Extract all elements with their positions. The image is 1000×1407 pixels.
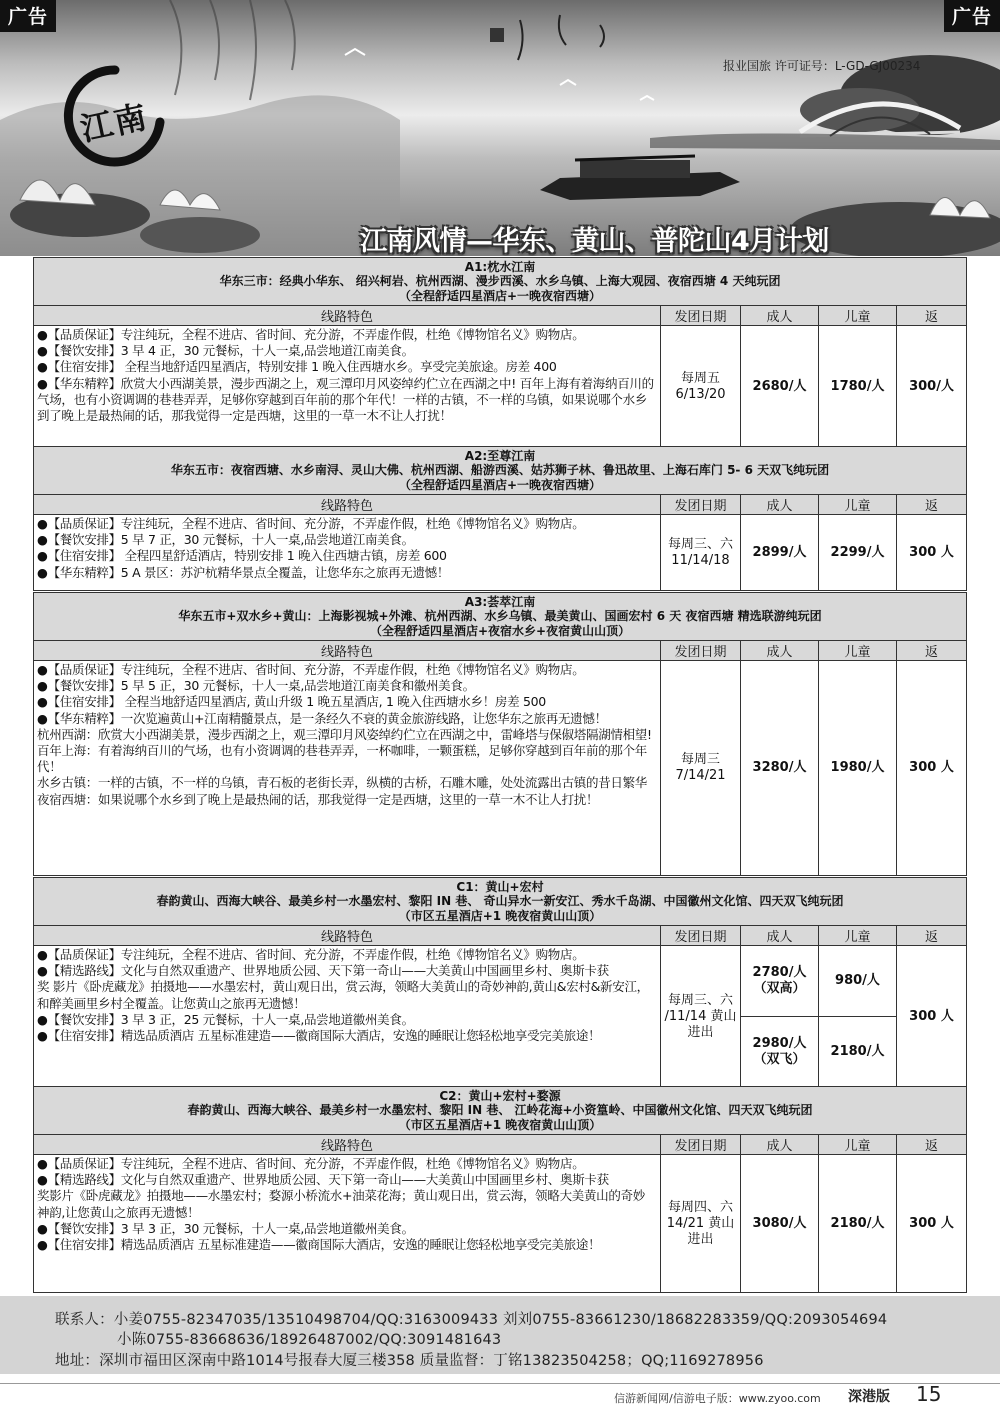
col-adult: 成人	[741, 495, 819, 515]
child-price: 1980/人	[819, 661, 897, 876]
route-title: 春韵黄山、西海大峡谷、最美乡村一水墨宏村、黎阳 IN 巷、 江岭花海+小资篁岭、中国徽州文化馆、四天双飞纯玩团	[187, 1103, 813, 1118]
rebate: 300 人	[897, 946, 967, 1088]
rebate: 300 人	[897, 515, 967, 591]
col-features: 线路特色	[34, 641, 661, 661]
adult-price-high-speed: 2780/人（双高）	[741, 946, 819, 1017]
route-code: A2:至尊江南	[464, 448, 536, 463]
col-date: 发团日期	[661, 926, 741, 946]
col-date: 发团日期	[661, 495, 741, 515]
feature-item: ●【住宿安排】 全程四星舒适酒店，特别安排 1 晚入住西塘古镇，房差 600	[37, 548, 447, 564]
feature-item: ●【住宿安排】 全程当地舒适四星酒店，特别安排 1 晚入住西塘水乡。享受完美旅途。房差 400	[37, 359, 557, 375]
route-hotel: （市区五星酒店+1 晚夜宿黄山山顶）	[398, 908, 602, 923]
features-cell	[34, 1155, 661, 1293]
col-child: 儿童	[819, 926, 897, 946]
features-cell	[34, 326, 661, 448]
col-date: 发团日期	[661, 306, 741, 326]
feature-item: ●【餐饮安排】3 早 3 正，30 元餐标，十人一桌,品尝地道徽州美食。	[37, 1220, 414, 1236]
page-headline: 江南风情—华东、黄山、普陀山4月计划	[360, 226, 829, 256]
features-cell	[34, 661, 661, 876]
route-section-a3	[33, 592, 966, 876]
col-date: 发团日期	[661, 1135, 741, 1155]
route-hotel: （全程舒适四星酒店+夜宿水乡+夜宿黄山山顶）	[369, 623, 631, 638]
adult-price: 3280/人	[741, 661, 819, 876]
feature-item: ●【餐饮安排】5 早 7 正，30 元餐标，十人一桌,品尝地道江南美食。	[37, 532, 414, 548]
website-credit: 信游新闻网/信游电子版：www.zyoo.com	[614, 1392, 821, 1405]
route-code: A3:荟萃江南	[464, 594, 536, 609]
route-code: C1：黄山+宏村	[456, 879, 544, 894]
col-child: 儿童	[819, 306, 897, 326]
features-cell	[34, 946, 661, 1088]
feature-item: ●【华东精粹】一次览遍黄山+江南精髓景点，是一条经久不衰的黄金旅游线路，让您华东之旅再无遗憾！	[37, 710, 607, 726]
feature-item: ●【品质保证】专注纯玩，全程不进店、省时间、充分游，不弄虚作假，杜绝《博物馆名义》购物店。	[37, 1156, 585, 1171]
feature-item: ●【华东精粹】欣赏大小西湖美景，漫步西湖之上，观三潭印月风姿绰约伫立在西湖之中! 百年上海有着海纳百川的气场，也有小资调调的巷巷弄弄，足够你穿越到百年前的那个年代！一样的古镇，不一样的乌镇，如果说哪个水乡到了晚上是最热闹的话，那我觉得一定是西塘，这里的一草一木不让人打扰！	[37, 375, 654, 424]
child-price: 2299/人	[819, 515, 897, 591]
feature-item: 百年上海：有着海纳百川的气场，也有小资调调的巷巷弄弄，一杯咖啡，一颗蛋糕，足够你穿越到百年前的那个年代！	[37, 743, 648, 775]
departure-date: 每周四、六 14/21 黄山进出	[661, 1155, 741, 1293]
child-price-flight: 2180/人	[819, 1017, 897, 1088]
feature-item: ●【精选路线】文化与自然双重遗产、世界地质公园、天下第一奇山——大美黄山中国画里乡村、奥斯卡获	[37, 963, 609, 979]
route-section-a1	[33, 257, 966, 448]
route-section-c1	[33, 877, 966, 1088]
feature-item: ●【品质保证】专注纯玩，全程不进店、省时间、充分游，不弄虚作假，杜绝《博物馆名义》购物店。	[37, 327, 585, 342]
route-code: A1:枕水江南	[464, 259, 536, 274]
route-title: 华东五市：夜宿西塘、水乡南浔、灵山大佛、杭州西湖、船游西溪、姑苏狮子林、鲁迅故里、上海石库门 5- 6 天双飞纯玩团	[170, 463, 830, 478]
rebate: 300 人	[897, 1155, 967, 1293]
page-number: 15	[916, 1382, 942, 1406]
feature-item: ●【住宿安排】精选品质酒店 五星标准建造——徽商国际大酒店，安逸的睡眠让您轻松地享受完美旅途！	[37, 1237, 601, 1253]
departure-date: 每周三、六 11/14/18	[661, 515, 741, 591]
feature-item: 杭州西湖：欣赏大小西湖美景，漫步西湖之上，观三潭印月风姿绰约伫立在西湖之中，雷峰塔与保俶塔隔湖情相望!	[37, 726, 652, 742]
col-adult: 成人	[741, 641, 819, 661]
route-title: 春韵黄山、西海大峡谷、最美乡村一水墨宏村、黎阳 IN 巷、 奇山异水一新安江、秀水千岛湖、中国徽州文化馆、四天双飞纯玩团	[156, 894, 844, 909]
child-price: 1780/人	[819, 326, 897, 448]
license-number: 报业国旅 许可证号：L-GD-GJ00234	[723, 59, 921, 73]
logo-text: 江南	[77, 97, 152, 149]
col-rebate: 返	[897, 495, 967, 515]
col-rebate: 返	[897, 306, 967, 326]
col-features: 线路特色	[34, 1135, 661, 1155]
contact-line-2: 小陈0755-83668636/18926487002/QQ:3091481643	[117, 1332, 502, 1348]
col-features: 线路特色	[34, 926, 661, 946]
child-price-high-speed: 980/人	[819, 946, 897, 1017]
col-date: 发团日期	[661, 641, 741, 661]
features-cell	[34, 515, 661, 591]
route-hotel: （全程舒适四星酒店+一晚夜宿西塘）	[398, 288, 602, 303]
contact-footer	[0, 1296, 1000, 1374]
rebate: 300 人	[897, 661, 967, 876]
col-child: 儿童	[819, 641, 897, 661]
col-adult: 成人	[741, 1135, 819, 1155]
col-child: 儿童	[819, 495, 897, 515]
col-adult: 成人	[741, 926, 819, 946]
col-adult: 成人	[741, 306, 819, 326]
feature-item: 水乡古镇：一样的古镇，不一样的乌镇，青石板的老街长弄，纵横的古桥，石雕木雕，处处流露出古镇的昔日繁华	[37, 775, 648, 791]
col-rebate: 返	[897, 926, 967, 946]
feature-item: ●【精选路线】文化与自然双重遗产、世界地质公园、天下第一奇山——大美黄山中国画里乡村、奥斯卡获	[37, 1172, 609, 1188]
route-title: 华东三市：经典小华东、 绍兴柯岩、杭州西湖、漫步西溪、水乡乌镇、上海大观园、夜宿西塘 4 天纯玩团	[219, 274, 781, 289]
adult-price: 2680/人	[741, 326, 819, 448]
adult-price-flight: 2980/人（双飞）	[741, 1017, 819, 1088]
ad-label-right: 广告	[944, 0, 1000, 32]
col-features: 线路特色	[34, 306, 661, 326]
col-child: 儿童	[819, 1135, 897, 1155]
adult-price: 3080/人	[741, 1155, 819, 1293]
child-price: 2180/人	[819, 1155, 897, 1293]
feature-item: ●【品质保证】专注纯玩，全程不进店、省时间、充分游，不弄虚作假，杜绝《博物馆名义》购物店。	[37, 947, 585, 962]
ad-label-left: 广告	[0, 0, 56, 32]
route-hotel: （市区五星酒店+1 晚夜宿黄山山顶）	[398, 1117, 602, 1132]
route-code: C2：黄山+宏村+婺源	[439, 1088, 561, 1103]
feature-item: 奖 影片《卧虎藏龙》拍摄地——水墨宏村，黄山观日出，赏云海，领略大美黄山的奇妙神韵,黄山&宏村&新安江，和醉美画里乡村全覆盖。让您黄山之旅再无遗憾！	[37, 979, 649, 1011]
adult-price: 2899/人	[741, 515, 819, 591]
col-rebate: 返	[897, 1135, 967, 1155]
edition-label: 深港版	[848, 1389, 890, 1405]
feature-item: ●【餐饮安排】3 早 3 正，25 元餐标，十人一桌,品尝地道徽州美食。	[37, 1011, 414, 1027]
route-hotel: （全程舒适四星酒店+一晚夜宿西塘）	[398, 477, 602, 492]
bottom-divider	[0, 1383, 1000, 1384]
feature-item: ●【品质保证】专注纯玩，全程不进店、省时间、充分游，不弄虚作假，杜绝《博物馆名义》购物店。	[37, 662, 585, 677]
route-section-c2	[33, 1086, 966, 1293]
feature-item: ●【品质保证】专注纯玩，全程不进店、省时间、充分游，不弄虚作假，杜绝《博物馆名义》购物店。	[37, 516, 585, 531]
col-rebate: 返	[897, 641, 967, 661]
feature-item: 奖影片《卧虎藏龙》拍摄地——水墨宏村；婺源小桥流水+油菜花海；黄山观日出，赏云海，领略大美黄山的奇妙神韵,让您黄山之旅再无遗憾！	[37, 1188, 645, 1220]
address-line: 地址：深圳市福田区深南中路1014号报春大厦三楼358 质量监督：丁铭13823504258；QQ;1169278956	[55, 1353, 764, 1369]
feature-item: ●【住宿安排】精选品质酒店 五星标准建造——徽商国际大酒店，安逸的睡眠让您轻松地享受完美旅途！	[37, 1028, 601, 1044]
rebate: 300/人	[897, 326, 967, 448]
departure-date: 每周五 6/13/20	[661, 326, 741, 448]
route-title: 华东五市+双水乡+黄山：上海影视城+外滩、杭州西湖、水乡乌镇、最美黄山、国画宏村 6 天 夜宿西塘 精选联游纯玩团	[178, 609, 822, 624]
feature-item: ●【餐饮安排】5 早 5 正，30 元餐标，十人一桌,品尝地道江南美食和徽州美食。	[37, 678, 475, 694]
feature-item: ●【住宿安排】 全程当地舒适四星酒店, 黄山升级 1 晚五星酒店, 1 晚入住西塘水乡！房差 500	[37, 694, 546, 710]
col-features: 线路特色	[34, 495, 661, 515]
feature-item: ●【华东精粹】5 A 景区：苏沪杭精华景点全覆盖，让您华东之旅再无遗憾！	[37, 564, 450, 580]
contact-line-1: 联系人：小姜0755-82347035/13510498704/QQ:3163009433 刘刘0755-83661230/18682283359/QQ:2093054694	[55, 1312, 888, 1328]
feature-item: 夜宿西塘：如果说哪个水乡到了晚上是最热闹的话，那我觉得一定是西塘，这里的一草一木不让人打扰！	[37, 791, 599, 807]
feature-item: ●【餐饮安排】3 早 4 正，30 元餐标，十人一桌,品尝地道江南美食。	[37, 343, 414, 359]
route-section-a2	[33, 446, 966, 591]
departure-date: 每周三 7/14/21	[661, 661, 741, 876]
departure-date: 每周三、六 /11/14 黄山进出	[661, 946, 741, 1088]
header-banner	[0, 0, 1000, 256]
